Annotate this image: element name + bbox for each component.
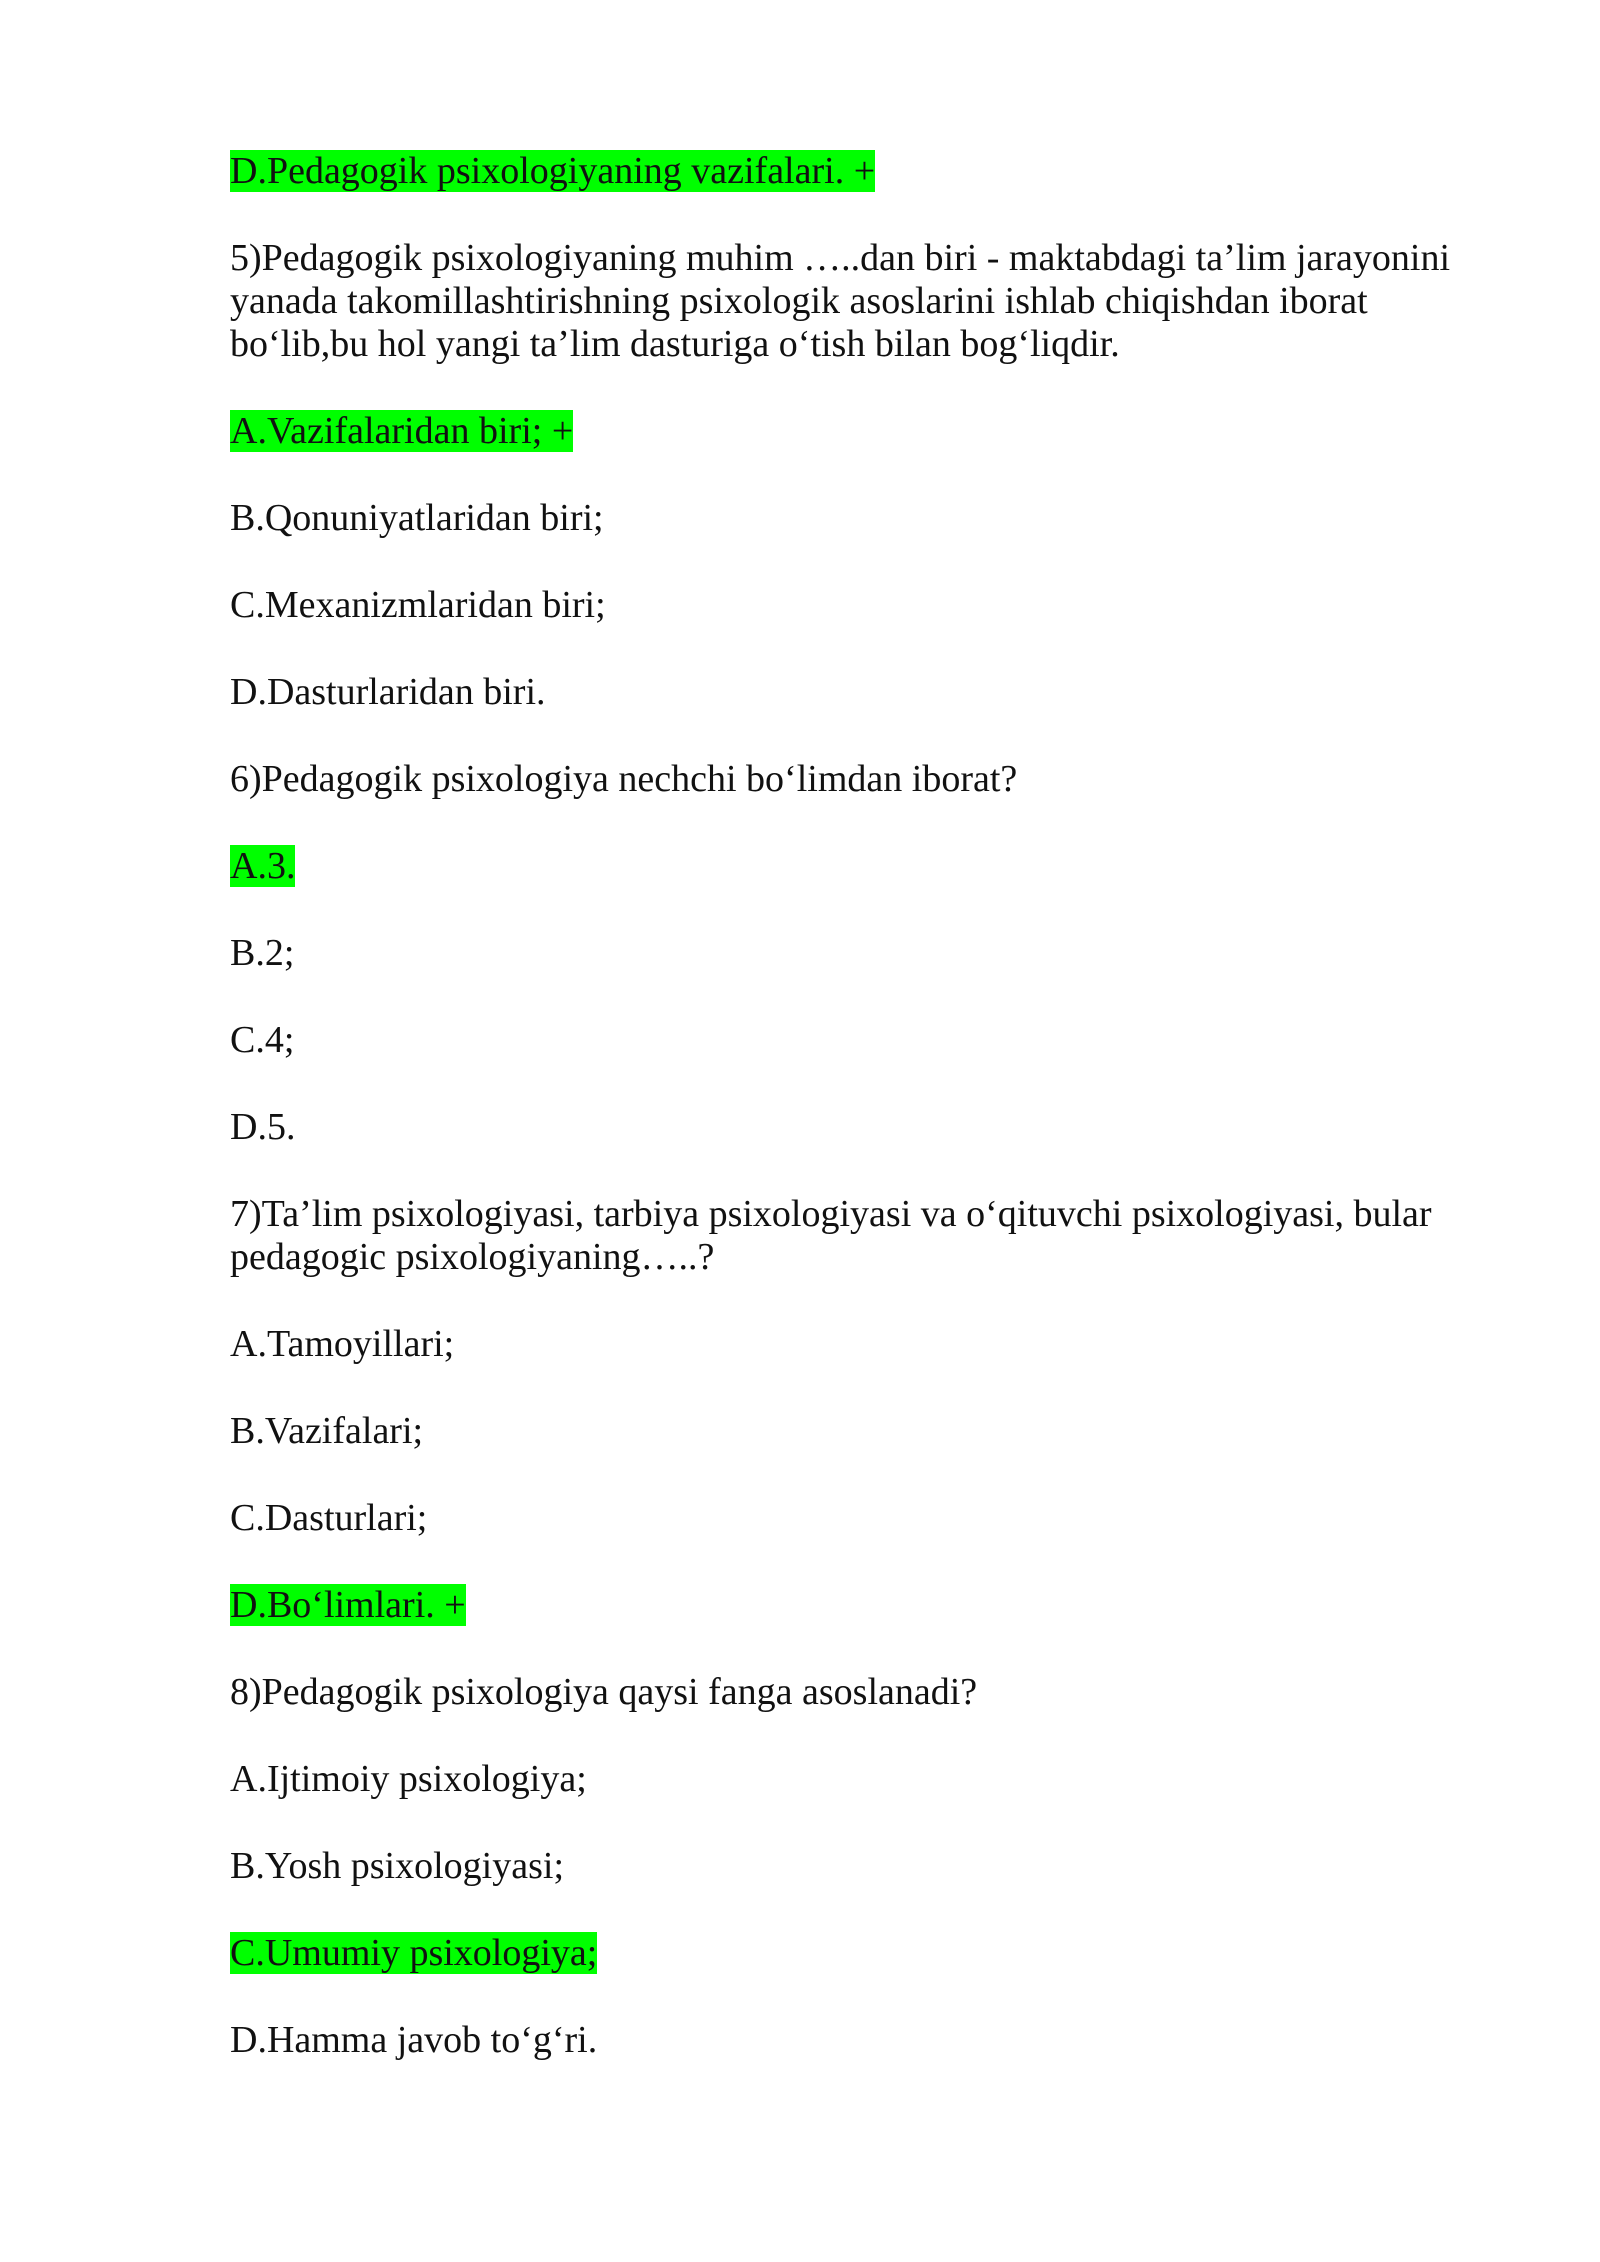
question-5-line-3: bo‘lib,bu hol yangi ta’lim dasturiga o‘tish bilan bog‘liqdir. — [230, 323, 1120, 365]
answer-b-q7: B.Vazifalari; — [230, 1410, 424, 1452]
answer-d-q7 — [230, 1584, 1470, 1627]
question-5-line-2: yanada takomillashtirishning psixologik asoslarini ishlab chiqishdan iborat — [230, 280, 1368, 322]
answer-c-q8-text: C.Umumiy psixologiya; — [230, 1932, 598, 1974]
answer-a-q6-text: A.3. — [230, 845, 296, 887]
answer-a-q5-text: A.Vazifalaridan biri; + — [230, 410, 574, 452]
answer-c-q6: C.4; — [230, 1019, 295, 1061]
answer-a-q5 — [230, 410, 1470, 453]
answer-b-q5: B.Qonuniyatlaridan biri; — [230, 497, 604, 539]
answer-d-q6: D.5. — [230, 1106, 296, 1148]
answer-c-q7: C.Dasturlari; — [230, 1497, 428, 1539]
answer-c-q8 — [230, 1932, 1470, 1975]
answer-d-q7-text: D.Bo‘limlari. + — [230, 1584, 466, 1626]
question-8: 8)Pedagogik psixologiya qaysi fanga asoslanadi? — [230, 1671, 978, 1713]
answer-c-q5: C.Mexanizmlaridan biri; — [230, 584, 606, 626]
answer-a-q7: A.Tamoyillari; — [230, 1323, 455, 1365]
question-7 — [230, 1193, 1470, 1279]
question-5-line-1: 5)Pedagogik psixologiyaning muhim …..dan biri - maktabdagi ta’lim jarayonini — [230, 237, 1451, 279]
answer-b-q6: B.2; — [230, 932, 295, 974]
question-5 — [230, 237, 1470, 366]
answer-d-q4 — [230, 150, 1470, 193]
answer-a-q6 — [230, 845, 1470, 888]
answer-b-q8: B.Yosh psixologiyasi; — [230, 1845, 565, 1887]
answer-d-q4-text: D.Pedagogik psixologiyaning vazifalari. + — [230, 150, 876, 192]
answer-a-q8: A.Ijtimoiy psixologiya; — [230, 1758, 587, 1800]
answer-d-q8: D.Hamma javob to‘g‘ri. — [230, 2019, 598, 2061]
document-page — [230, 150, 1470, 2062]
question-7-line-2: pedagogic psixologiyaning…..? — [230, 1236, 715, 1278]
question-6: 6)Pedagogik psixologiya nechchi bo‘limdan iborat? — [230, 758, 1018, 800]
question-7-line-1: 7)Ta’lim psixologiyasi, tarbiya psixologiyasi va o‘qituvchi psixologiyasi, bular — [230, 1193, 1432, 1235]
answer-d-q5: D.Dasturlaridan biri. — [230, 671, 546, 713]
